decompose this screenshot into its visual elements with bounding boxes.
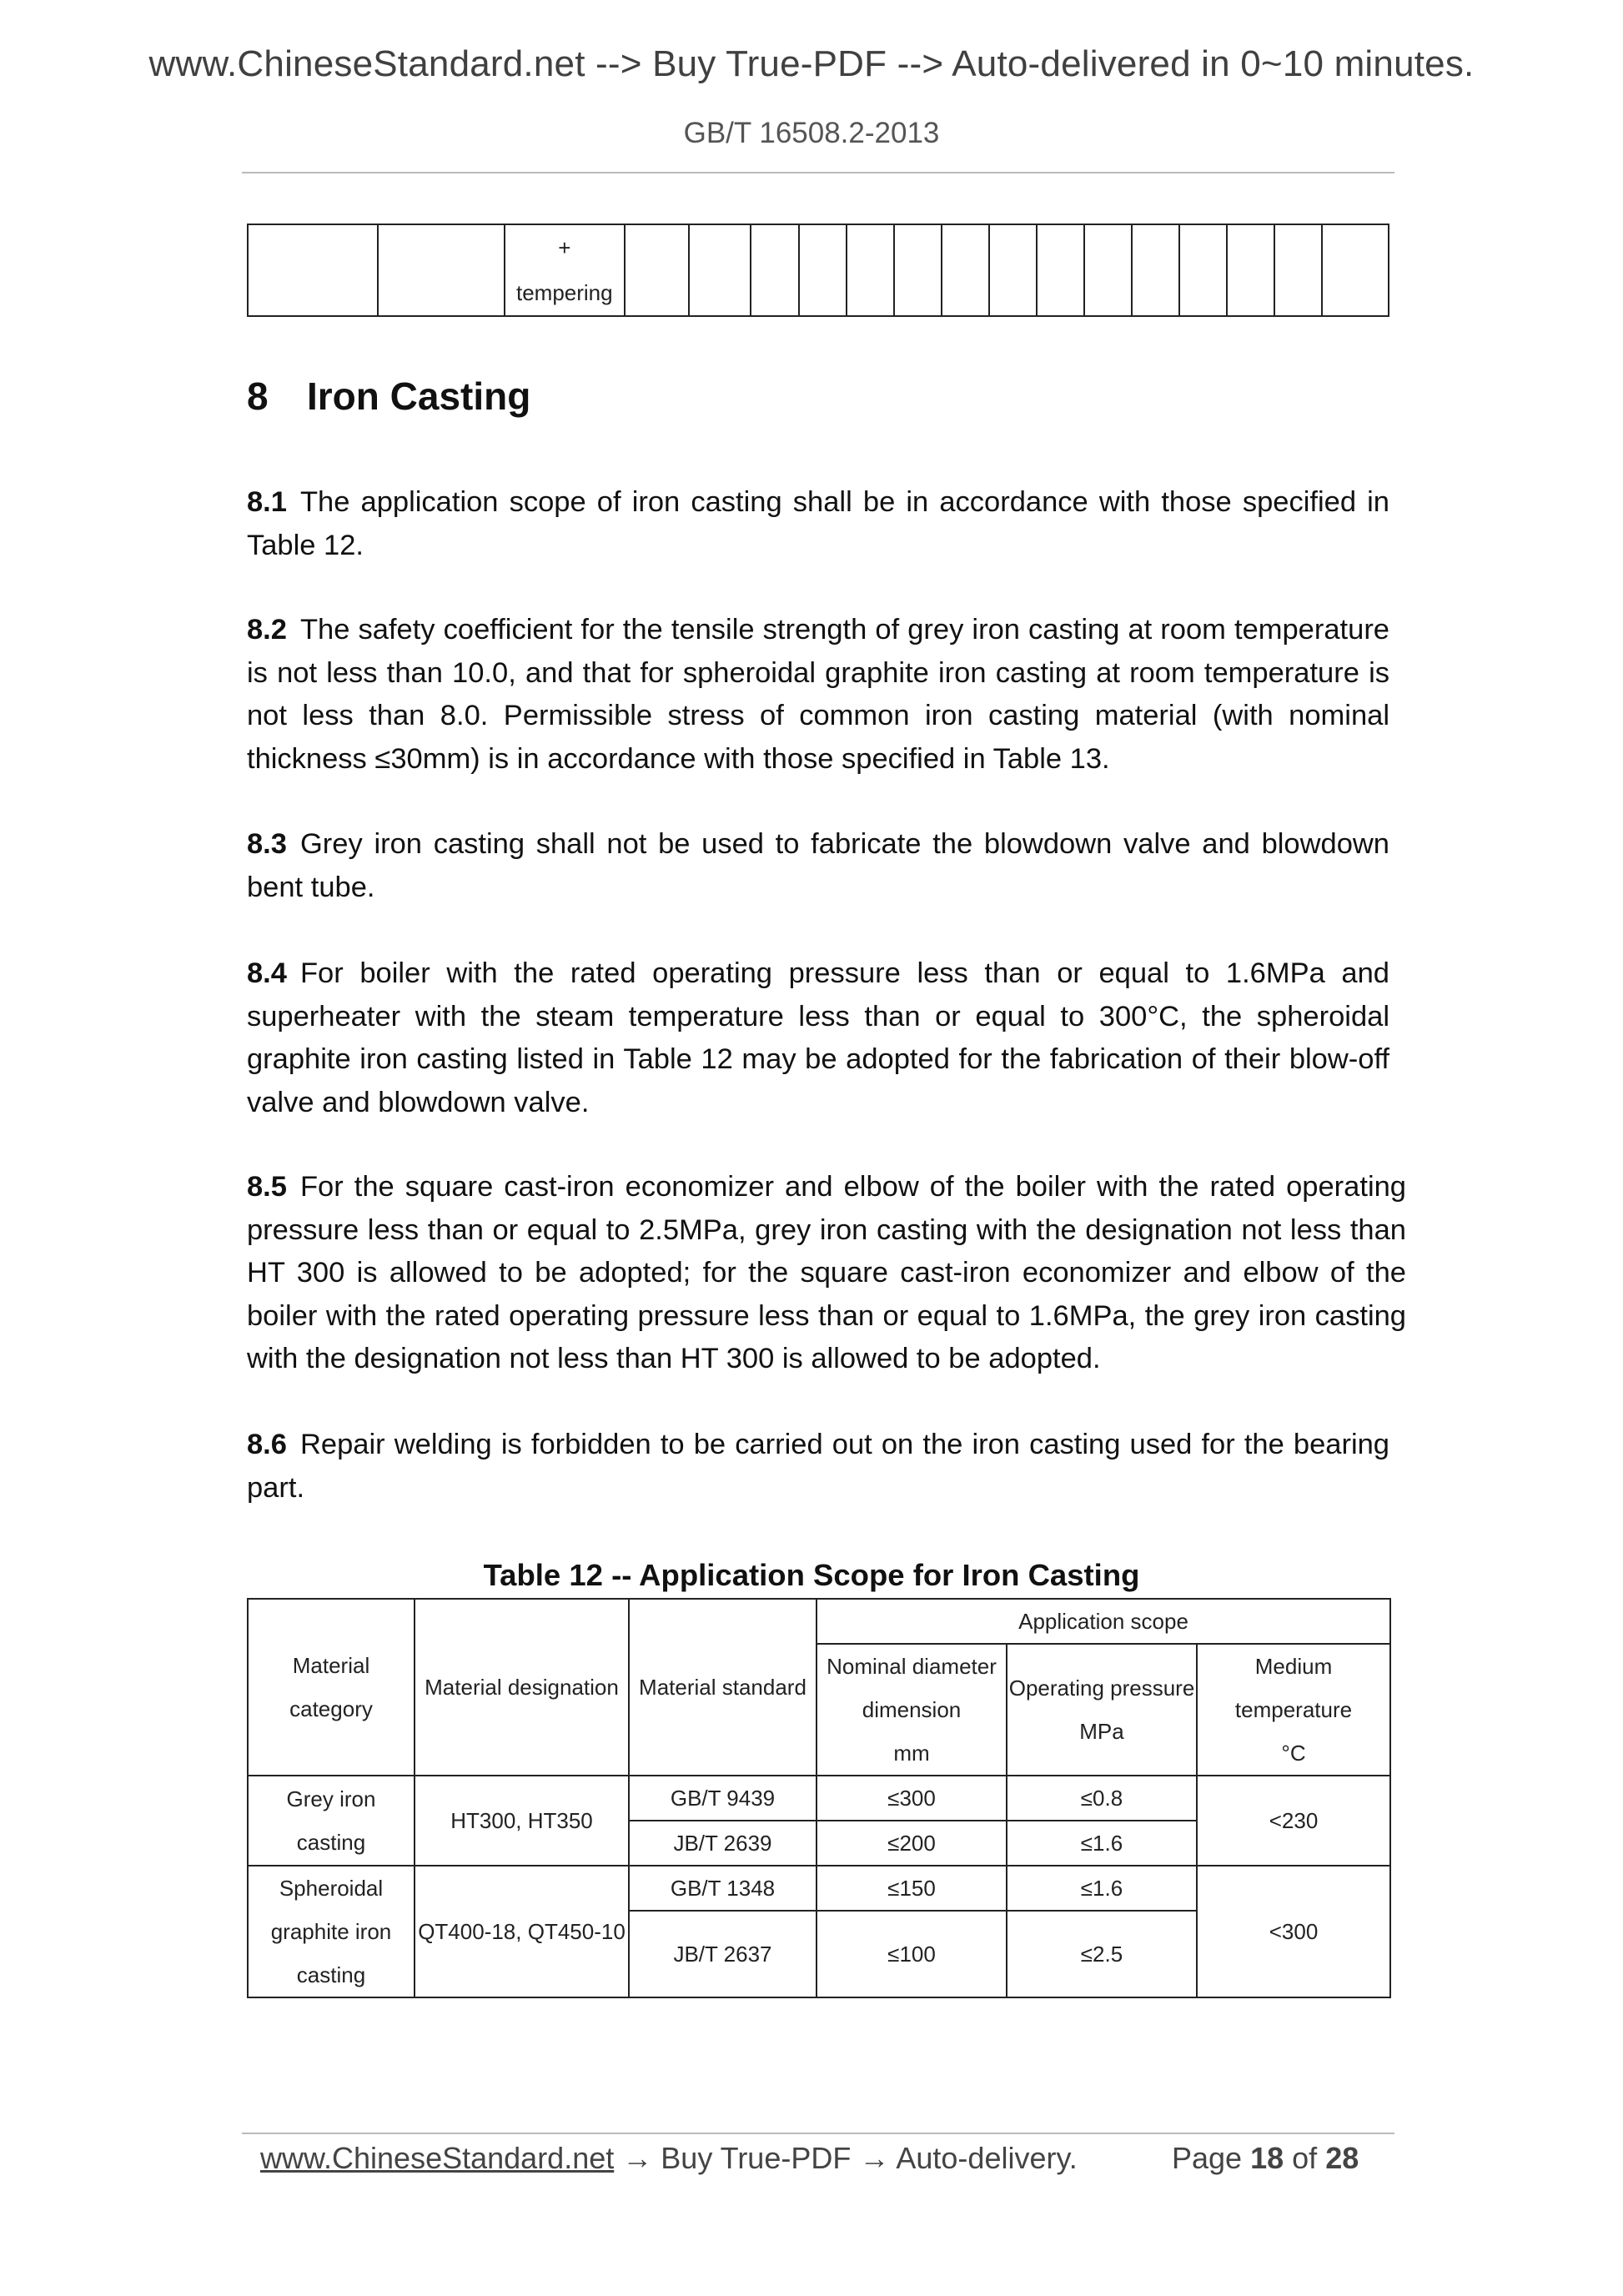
cell-temperature-spheroidal: <300 <box>1197 1866 1390 1997</box>
table-header-row <box>248 1599 1390 1644</box>
table-cell <box>689 224 751 316</box>
header-divider <box>242 172 1394 173</box>
cell-text: casting <box>296 1830 366 1855</box>
cell-text: graphite iron <box>270 1919 392 1944</box>
header-text: Material <box>292 1653 370 1678</box>
footer-buy-text: Buy True-PDF <box>661 2141 852 2175</box>
header-banner: www.ChineseStandard.net --> Buy True-PDF --> Auto-delivered in 0~10 minutes. <box>148 43 1475 84</box>
page-label: Page <box>1172 2141 1243 2175</box>
header-material-designation: Material designation <box>415 1599 629 1776</box>
clause-text: The application scope of iron casting shall be in accordance with those specified in Table 12. <box>247 486 1389 561</box>
page-indicator <box>1172 2141 1359 2176</box>
header-operating-pressure <box>1007 1644 1197 1776</box>
header-text: °C <box>1281 1741 1306 1766</box>
table-cell <box>1037 224 1084 316</box>
footer-divider <box>242 2133 1394 2134</box>
cell-text: + <box>558 235 571 260</box>
header-text: mm <box>893 1741 930 1766</box>
cell-pressure: ≤2.5 <box>1007 1911 1197 1997</box>
header-text: Operating pressure <box>1008 1676 1195 1701</box>
clause-text: Grey iron casting shall not be used to fabricate the blowdown valve and blowdown bent tube. <box>247 828 1389 903</box>
table-cell <box>847 224 894 316</box>
cell-category-grey <box>248 1776 415 1866</box>
cell-text: casting <box>296 1962 366 1987</box>
cell-pressure: ≤0.8 <box>1007 1776 1197 1821</box>
clause-8-5 <box>247 1166 1406 1381</box>
clause-number: 8.5 <box>247 1171 287 1203</box>
cell-category-spheroidal <box>248 1866 415 1997</box>
table-cell <box>378 224 504 316</box>
table-cell <box>1322 224 1389 316</box>
table-cell <box>989 224 1037 316</box>
table-cell <box>505 224 625 316</box>
table-12 <box>247 1598 1391 1998</box>
clause-number: 8.2 <box>247 614 287 646</box>
header-text: MPa <box>1079 1719 1124 1744</box>
clause-text: The safety coefficient for the tensile strength of grey iron casting at room temperature is not less than 10.0, and that for spheroidal graphite iron casting at room temperature is not less than 8.0. Permissible stress of common iron casting material (with nominal thickness ≤30mm) is in accordance with those specified in Table 13. <box>247 614 1389 775</box>
cell-diameter: ≤200 <box>817 1821 1007 1866</box>
header-nominal-diameter <box>817 1644 1007 1776</box>
cell-designation-grey: HT300, HT350 <box>415 1776 629 1866</box>
header-text: Nominal diameter <box>827 1654 997 1679</box>
header-text: dimension <box>862 1697 962 1722</box>
cell-pressure: ≤1.6 <box>1007 1821 1197 1866</box>
cell-diameter: ≤100 <box>817 1911 1007 1997</box>
page-number: 18 <box>1250 2141 1284 2175</box>
section-heading <box>247 374 530 419</box>
table-cell <box>1132 224 1179 316</box>
cell-standard: JB/T 2637 <box>629 1911 817 1997</box>
total-pages: 28 <box>1325 2141 1359 2175</box>
header-text: Medium <box>1254 1654 1333 1679</box>
table-cell <box>248 224 378 316</box>
table-row <box>248 1776 1390 1821</box>
clause-text: For the square cast-iron economizer and elbow of the boiler with the rated operating pressure less than or equal to 2.5MPa, grey iron casting with the designation not less than HT 300 is allowed to be adopted; for the square cast-iron economizer and elbow of the boiler with the rated operating pressure less than or equal to 1.6MPa, the grey iron casting with the designation not less than HT 300 is allowed to be adopted. <box>247 1171 1406 1374</box>
table-cell <box>942 224 989 316</box>
cell-temperature-grey: <230 <box>1197 1776 1390 1866</box>
clause-8-6 <box>247 1424 1389 1510</box>
table-row <box>248 224 1389 316</box>
header-medium-temperature <box>1197 1644 1390 1776</box>
table-cell <box>1084 224 1132 316</box>
table-cell <box>1274 224 1322 316</box>
cell-text: Spheroidal <box>279 1876 384 1901</box>
clause-number: 8.4 <box>247 957 287 989</box>
cell-text: Grey iron <box>286 1786 376 1811</box>
clause-number: 8.1 <box>247 486 287 518</box>
cell-standard: GB/T 1348 <box>629 1866 817 1911</box>
header-text: temperature <box>1234 1697 1353 1722</box>
table-cell <box>894 224 942 316</box>
header-text: category <box>289 1696 373 1721</box>
clause-text: For boiler with the rated operating pressure less than or equal to 1.6MPa and superheater with the steam temperature less than or equal to 300°C, the spheroidal graphite iron casting listed in Table 12 may be adopted for the fabrication of their blow-off valve and blowdown valve. <box>247 957 1389 1118</box>
table-cell <box>625 224 689 316</box>
cell-diameter: ≤150 <box>817 1866 1007 1911</box>
clause-8-1 <box>247 481 1389 567</box>
clause-8-2 <box>247 609 1389 781</box>
header-material-standard: Material standard <box>629 1599 817 1776</box>
table-row <box>248 1866 1390 1911</box>
cell-text: tempering <box>515 280 613 305</box>
arrow-right-icon: → <box>622 2141 653 2175</box>
table-cell <box>751 224 799 316</box>
table-cell <box>1227 224 1274 316</box>
header-material-category <box>248 1599 415 1776</box>
arrow-right-icon: → <box>859 2141 890 2175</box>
table-cell <box>1179 224 1227 316</box>
cell-standard: GB/T 9439 <box>629 1776 817 1821</box>
footer-site-link[interactable]: www.ChineseStandard.net <box>260 2141 615 2175</box>
cell-standard: JB/T 2639 <box>629 1821 817 1866</box>
table-12-title: Table 12 -- Application Scope for Iron Casting <box>483 1558 1140 1592</box>
footer-delivery-text: Auto-delivery. <box>896 2141 1078 2175</box>
header-application-scope: Application scope <box>817 1599 1390 1644</box>
section-title: Iron Casting <box>307 374 531 418</box>
clause-8-4 <box>247 952 1389 1124</box>
clause-number: 8.6 <box>247 1429 287 1460</box>
standard-code: GB/T 16508.2-2013 <box>683 117 940 149</box>
cell-designation-spheroidal: QT400-18, QT450-10 <box>415 1866 629 1997</box>
footer-links <box>260 2141 1078 2176</box>
clause-number: 8.3 <box>247 828 287 860</box>
cell-diameter: ≤300 <box>817 1776 1007 1821</box>
continued-table <box>247 224 1389 317</box>
of-label: of <box>1292 2141 1318 2175</box>
table-cell <box>799 224 847 316</box>
clause-8-3 <box>247 823 1389 909</box>
cell-pressure: ≤1.6 <box>1007 1866 1197 1911</box>
clause-text: Repair welding is forbidden to be carried out on the iron casting used for the bearing part. <box>247 1429 1389 1504</box>
section-number: 8 <box>247 374 269 418</box>
